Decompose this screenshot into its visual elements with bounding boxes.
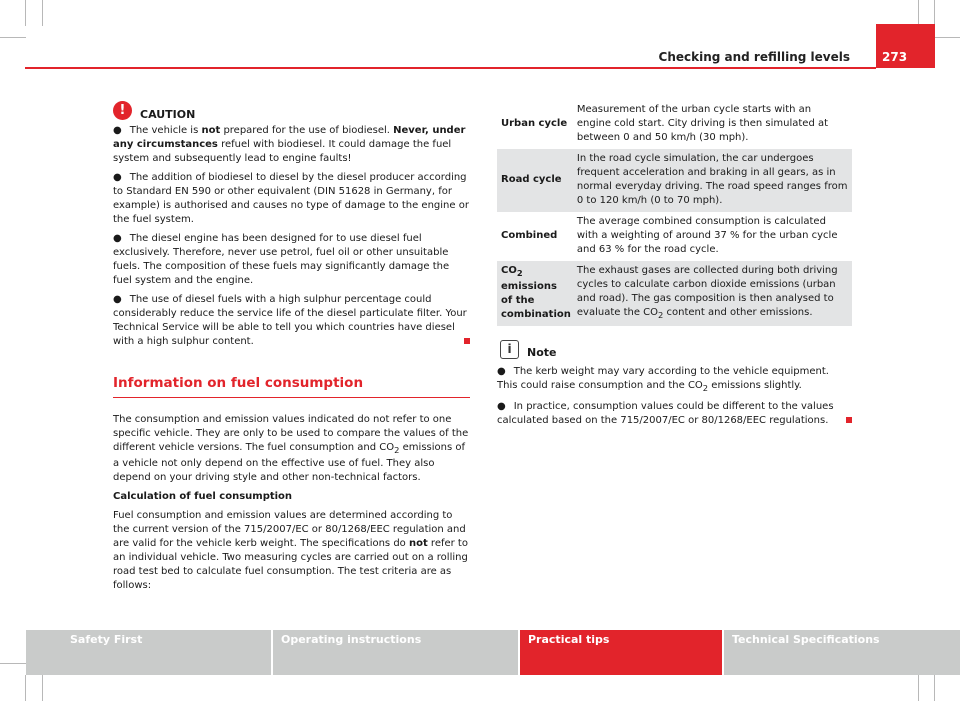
table-row bbox=[497, 149, 852, 212]
section-end-mark bbox=[464, 338, 470, 344]
intro-paragraph: The consumption and emission values indicated do not refer to one specific vehicle. They are only to be used to compare the values of the different vehicle versions. The fuel consumption and $CO_2$ emissions of a vehicle not only depend on the effective use of fuel. They also depend on your driving style and other non-technical factors. bbox=[113, 414, 469, 483]
note-heading bbox=[497, 342, 852, 359]
tab-operating-instructions[interactable]: Operating instructions bbox=[273, 630, 518, 675]
row-label: $CO_2$ emissions of the combination bbox=[497, 261, 573, 326]
info-icon: i bbox=[500, 340, 519, 359]
caution-bullet-1: ● The vehicle is not prepared for the use of biodiesel. Never, under any circumstances refuel with biodiesel. It could damage the fuel system and subsequently lead to engine faults! bbox=[113, 125, 466, 164]
row-text: The average combined consumption is calculated with a weighting of around 37 % for the urban cycle and 63 % for the road cycle. bbox=[576, 216, 838, 255]
crop-mark bbox=[0, 37, 26, 38]
table-row bbox=[497, 100, 852, 149]
note-bullet-1: ● The kerb weight may vary according to the vehicle equipment. This could raise consumption and the $CO_2$ emissions slightly. bbox=[497, 366, 829, 393]
tab-technical-specifications[interactable]: Technical Specifications bbox=[724, 630, 960, 675]
page-number: 273 bbox=[876, 24, 935, 68]
row-label: Combined bbox=[501, 230, 558, 241]
subheading: Calculation of fuel consumption bbox=[113, 491, 293, 502]
section-end-mark bbox=[846, 417, 852, 423]
crop-mark bbox=[42, 0, 43, 26]
running-header-title: Checking and refilling levels bbox=[658, 50, 850, 64]
crop-mark bbox=[934, 0, 935, 26]
tab-practical-tips[interactable]: Practical tips bbox=[520, 630, 722, 675]
row-text: In the road cycle simulation, the car undergoes frequent acceleration and braking in all gears, as in normal everyday driving. The road speed ranges from 0 to 120 km/h (0 to 70 mph). bbox=[573, 149, 852, 212]
left-column bbox=[113, 103, 470, 598]
chapter-tabs bbox=[26, 630, 960, 675]
caution-bullet-4: ● The use of diesel fuels with a high sulphur percentage could considerably reduce the service life of the diesel particulate filter. Your Technical Service will be able to tell you which countries have diesel with a high sulphur content. bbox=[113, 293, 470, 349]
calculation-paragraph: Fuel consumption and emission values are determined according to the current version of the 715/2007/EC or 80/1268/EEC regulation and are valid for the vehicle kerb weight. The specifications do not refer to an individual vehicle. Two measuring cycles are carried out on a rolling road test bed to calculate fuel consumption. The test criteria are as follows: bbox=[113, 510, 468, 591]
crop-mark bbox=[934, 675, 935, 701]
test-cycles-table bbox=[497, 100, 852, 326]
crop-mark bbox=[25, 0, 26, 26]
crop-mark bbox=[934, 37, 960, 38]
crop-mark bbox=[0, 663, 26, 664]
section-title: Information on fuel consumption bbox=[113, 375, 470, 398]
header-rule bbox=[25, 67, 876, 69]
row-label: Urban cycle bbox=[501, 118, 568, 129]
table-row bbox=[497, 261, 852, 326]
crop-mark bbox=[25, 675, 26, 701]
caution-bullet-3: ● The diesel engine has been designed for to use diesel fuel exclusively. Therefore, never use petrol, fuel oil or other unsuitable fuels. The composition of these fuels may significantly damage the fuel system and the engine. bbox=[113, 233, 450, 286]
caution-label: CAUTION bbox=[140, 108, 196, 121]
row-text: Measurement of the urban cycle starts with an engine cold start. City driving is then simulated at between 0 and 50 km/h (30 mph). bbox=[576, 104, 829, 143]
crop-mark bbox=[918, 0, 919, 26]
tab-safety-first[interactable]: Safety First bbox=[26, 630, 271, 675]
row-label: Road cycle bbox=[497, 149, 573, 212]
note-label: Note bbox=[527, 346, 557, 359]
caution-bullet-2: ● The addition of biodiesel to diesel by the diesel producer according to Standard EN 590 or other equivalent (DIN 51628 in Germany, for example) is authorised and causes no type of damage to the engine or the fuel system. bbox=[113, 172, 469, 225]
exclamation-icon: ! bbox=[113, 101, 132, 120]
crop-mark bbox=[918, 675, 919, 701]
crop-mark bbox=[42, 675, 43, 701]
row-text: The exhaust gases are collected during both driving cycles to calculate carbon dioxide emissions (urban and road). The gas composition is then analysed to evaluate the $CO_2$ content and other emissions. bbox=[573, 261, 852, 326]
right-column bbox=[497, 100, 852, 433]
table-row bbox=[497, 212, 852, 261]
note-bullet-2: ● In practice, consumption values could be different to the values calculated based on the 715/2007/EC or 80/1268/EEC regulations. bbox=[497, 400, 852, 428]
caution-heading bbox=[113, 103, 470, 121]
